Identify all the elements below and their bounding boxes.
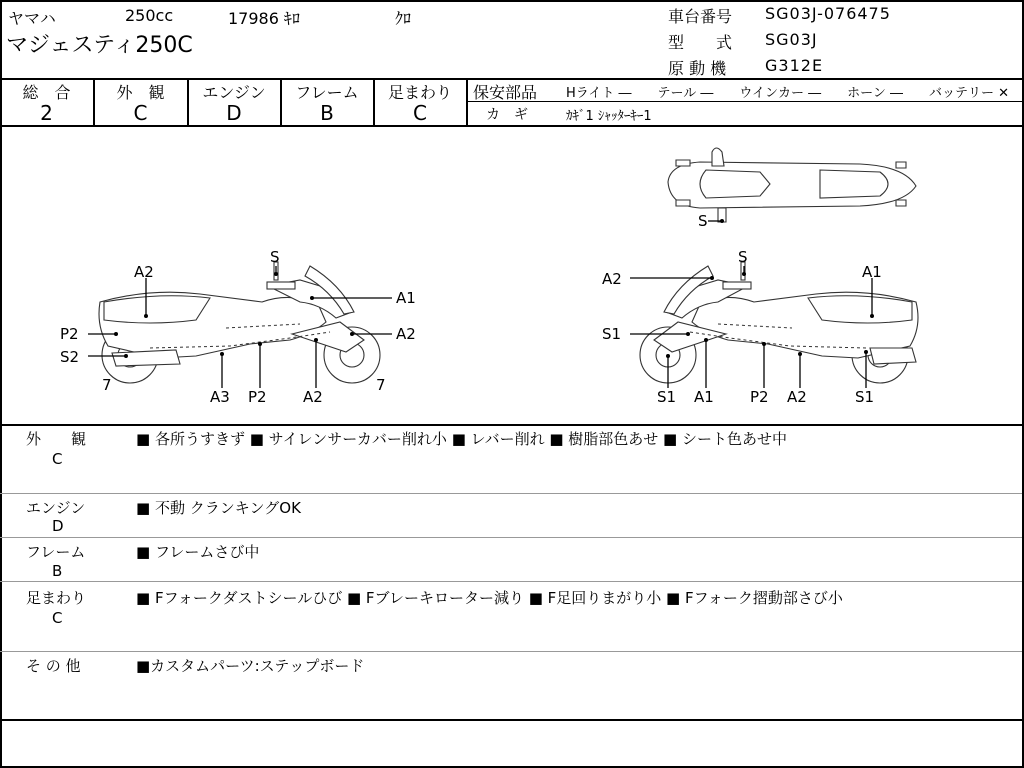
note-label-suspension: 足まわり	[26, 589, 87, 607]
label-s1: S1	[855, 388, 875, 406]
label-a1: A1	[694, 388, 714, 406]
engine-grade-label: エンジン	[202, 83, 266, 102]
divider	[0, 651, 1022, 652]
label-a2: A2	[602, 270, 622, 288]
note-text-suspension: ■ Fフォークダストシールひび ■ Fブレーキローター減り ■ F足回りまがり小 ■ Fフォーク摺動部さび小	[136, 589, 843, 607]
note-text-frame: ■ フレームさび中	[136, 543, 260, 561]
label-s1: S1	[602, 325, 622, 343]
label-a2: A2	[303, 388, 323, 406]
label-s2: S2	[60, 348, 80, 366]
safety-label: 保安部品	[473, 83, 538, 102]
label-s1: S1	[657, 388, 677, 406]
label-a2: A2	[134, 263, 154, 281]
total-grade: 2	[40, 101, 53, 125]
suspension-grade: C	[413, 101, 427, 125]
note-label-frame: フレーム	[26, 543, 86, 561]
displacement: 250cc	[125, 6, 174, 25]
label-a1: A1	[396, 289, 416, 307]
note-grade-frame: B	[52, 562, 63, 580]
note-label-other: そ の 他	[26, 657, 81, 675]
label-s: S	[738, 248, 748, 266]
suspension-grade-label: 足まわり	[387, 83, 452, 102]
divider	[0, 719, 1022, 721]
label-p2: P2	[248, 388, 267, 406]
frame-grade: B	[320, 101, 334, 125]
frame-no: SG03J-076475	[765, 4, 891, 23]
frame-no-label: 車台番号	[668, 7, 733, 26]
note-grade-engine: D	[52, 517, 64, 535]
frame-grade-label: フレーム	[295, 83, 359, 102]
label-a2: A2	[396, 325, 416, 343]
safety-items: Hライト ― テール ― ウインカー ― ホーン ― バッテリー ✕	[566, 86, 1010, 101]
exterior-label: 外 観	[116, 83, 165, 102]
label-p2: P2	[60, 325, 79, 343]
note-text-exterior: ■ 各所うすきず ■ サイレンサーカバー削れ小 ■ レバー削れ ■ 樹脂部色あせ ■ シート色あせ中	[136, 430, 788, 448]
label-p2: P2	[750, 388, 769, 406]
divider	[0, 424, 1022, 426]
note-label-exterior: 外 観	[26, 430, 87, 448]
total-label: 総 合	[22, 83, 71, 102]
mileage: 17986 ｷﾛ	[228, 9, 300, 28]
engine-label: 原 動 機	[668, 59, 727, 78]
damage-diagram	[0, 126, 1022, 424]
type-value: SG03J	[765, 30, 818, 49]
divider	[0, 581, 1022, 582]
type-label: 型 式	[668, 33, 733, 52]
model-name: マジェスティ250C	[6, 33, 193, 58]
label-s: S	[270, 248, 280, 266]
note-label-engine: エンジン	[26, 499, 86, 517]
key-value: ｶｷﾞ1 ｼｬｯﾀｰｷｰ1	[566, 109, 652, 124]
color: ｸﾛ	[395, 9, 412, 28]
divider	[0, 493, 1022, 494]
maker: ヤマハ	[8, 9, 56, 28]
label-7: 7	[102, 376, 112, 394]
exterior-grade: C	[133, 101, 148, 125]
note-text-engine: ■ 不動 クランキングOK	[136, 499, 301, 517]
note-grade-suspension: C	[52, 609, 63, 627]
key-label: カ ギ	[486, 107, 528, 123]
label-s: S	[698, 212, 708, 230]
divider	[467, 101, 1022, 102]
note-grade-exterior: C	[52, 450, 63, 468]
divider	[0, 537, 1022, 538]
label-a3: A3	[210, 388, 230, 406]
label-7: 7	[376, 376, 386, 394]
label-a2: A2	[787, 388, 807, 406]
engine-model: G312E	[765, 56, 824, 75]
note-text-other: ■カスタムパーツ:ステップボード	[136, 657, 365, 675]
label-a1: A1	[862, 263, 882, 281]
engine-grade: D	[226, 101, 242, 125]
divider	[466, 78, 468, 126]
